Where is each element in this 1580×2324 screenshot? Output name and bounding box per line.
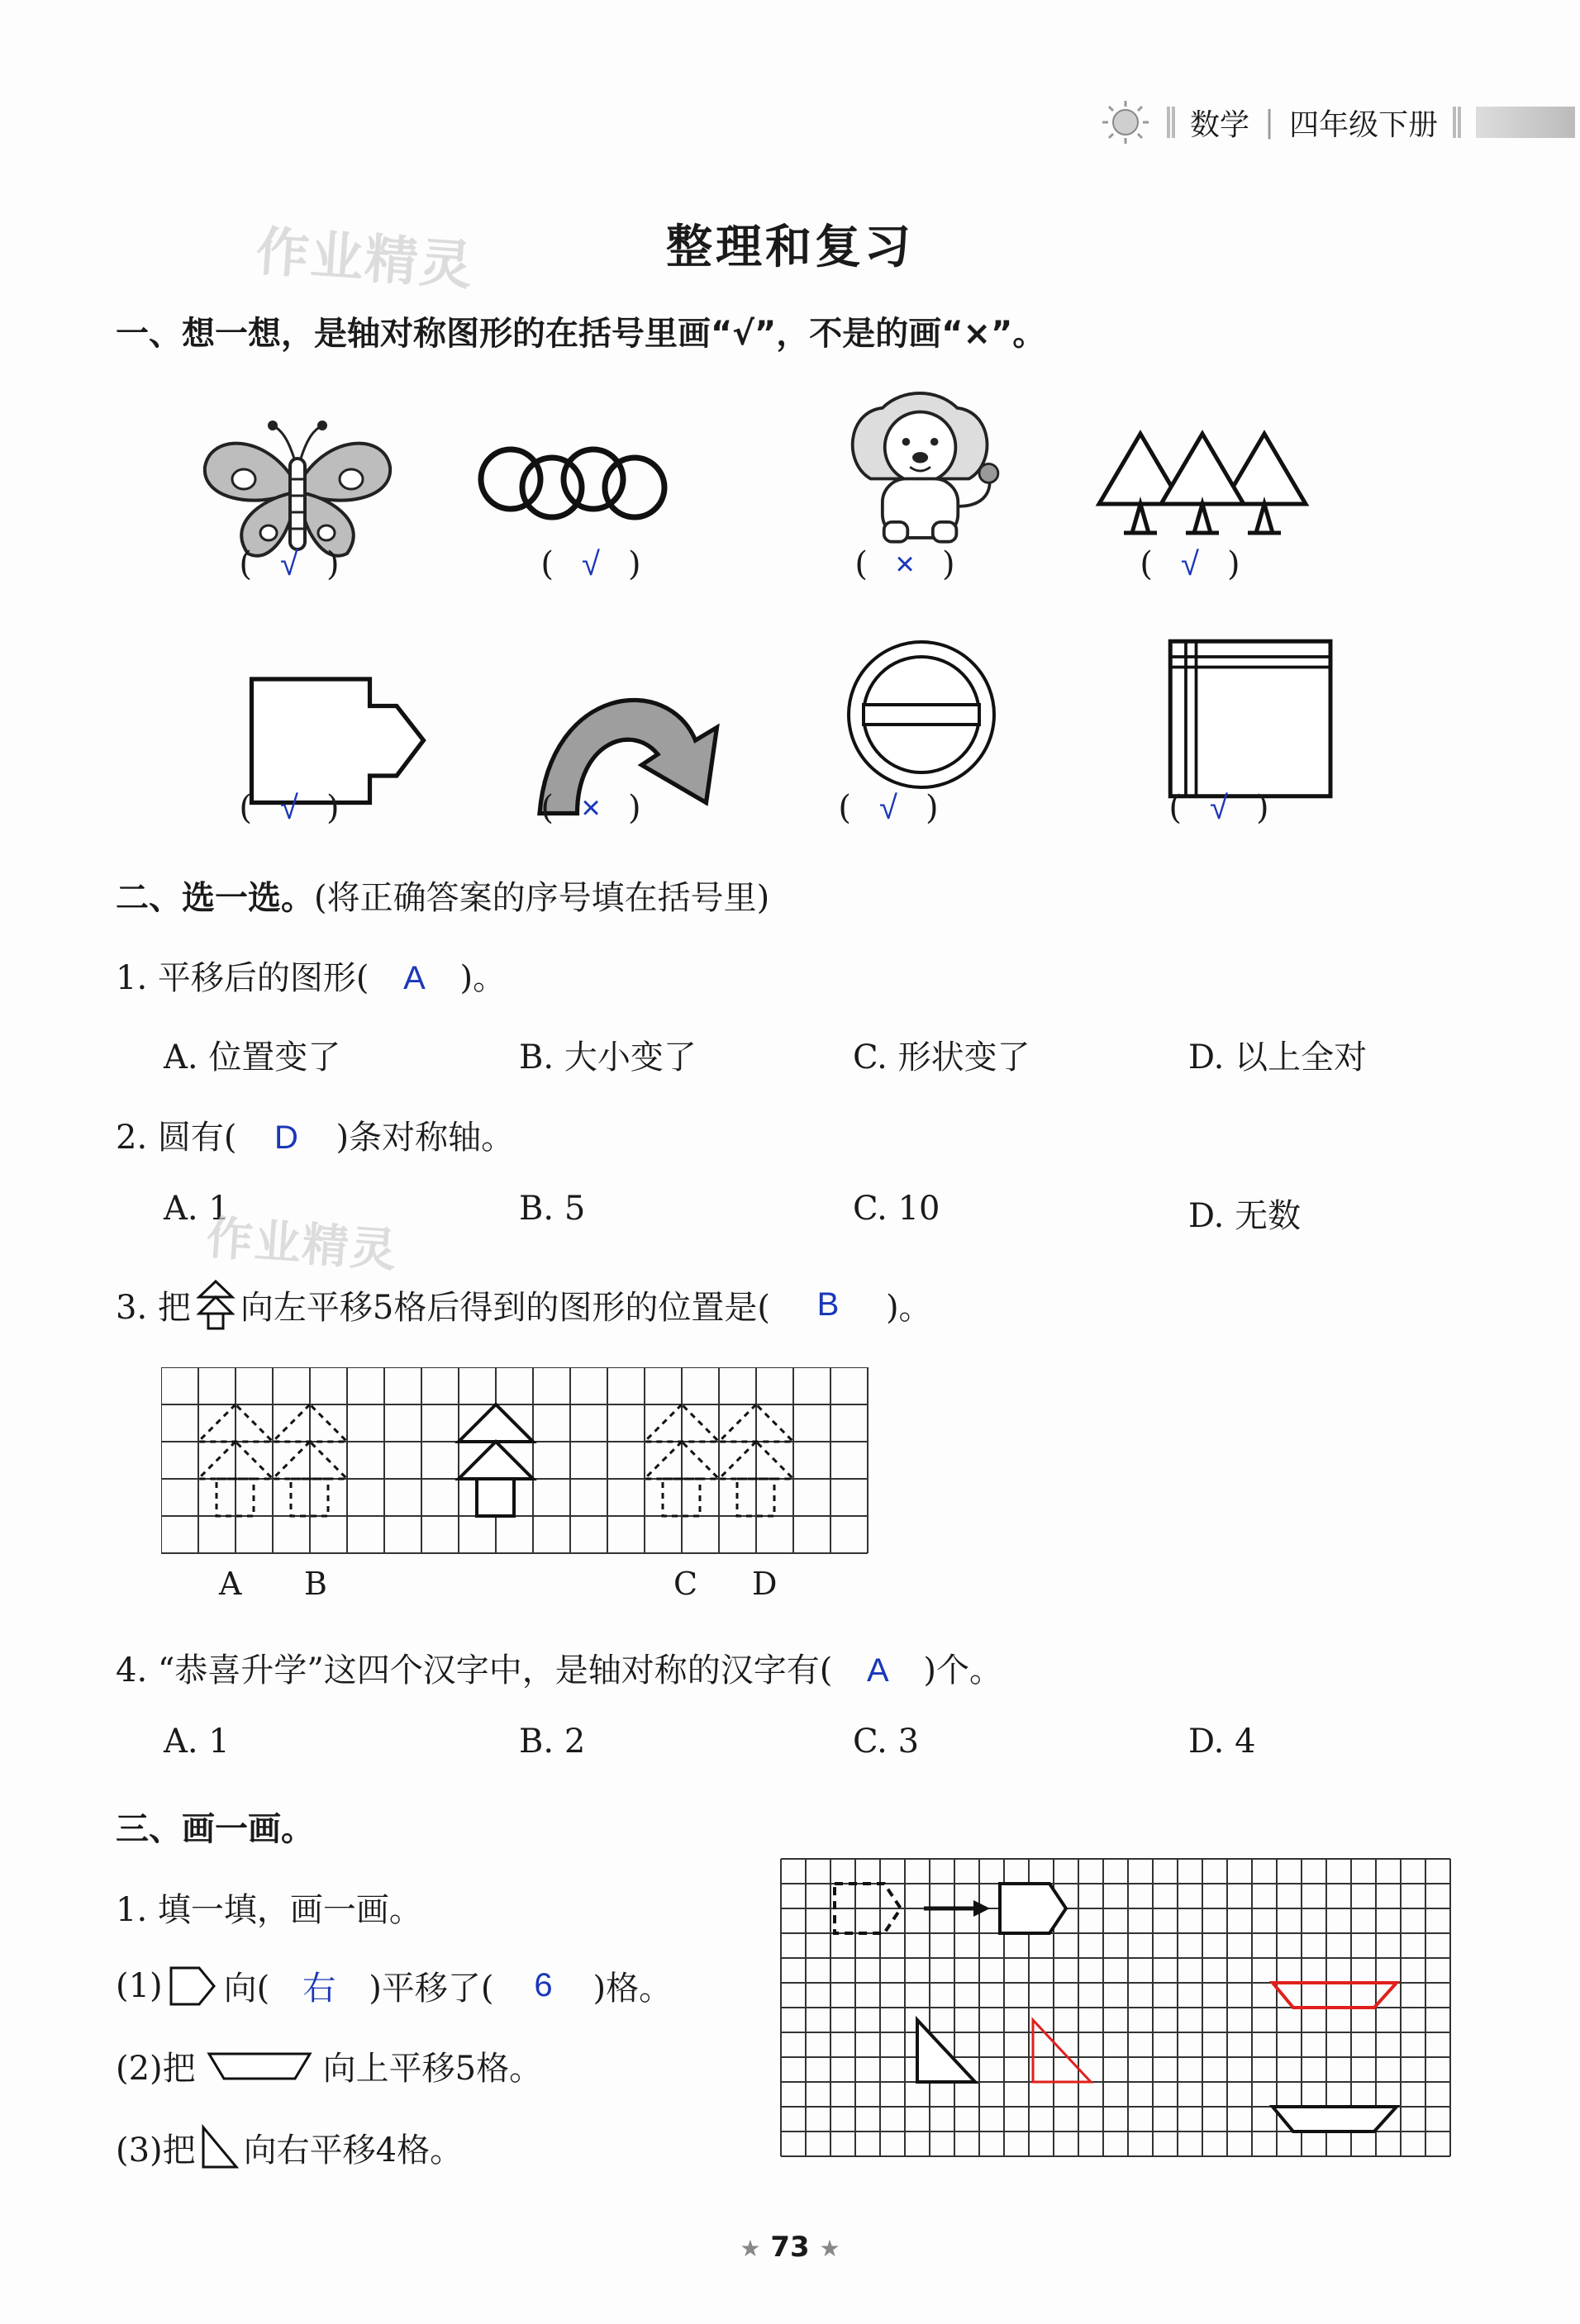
q1-option-d: D. 以上全对 — [1188, 1038, 1368, 1076]
header-divider — [1167, 107, 1175, 138]
star-icon: ★ — [740, 2235, 761, 2262]
p1-answer-steps: 6 — [534, 1967, 553, 2003]
answer-2-2: × — [581, 790, 601, 826]
answer-paren: ( √ ) — [239, 789, 340, 827]
section3-grid — [777, 1855, 1463, 2177]
header-divider-2 — [1453, 107, 1461, 138]
header-band — [1476, 107, 1575, 138]
q1-answer: A — [403, 960, 426, 996]
p1-text: 向( — [223, 1970, 270, 2008]
header-grade: 四年级下册 — [1289, 107, 1439, 142]
section2-heading-rest: (将正确答案的序号填在括号里) — [314, 879, 770, 917]
olympic-rings-icon — [471, 401, 686, 566]
grid-label-c: C — [673, 1566, 698, 1602]
q2-option-d: D. 无数 — [1188, 1197, 1302, 1235]
section2-heading — [116, 872, 769, 919]
triangle-trees-icon — [1095, 401, 1310, 566]
p1-label: (1) — [116, 1966, 163, 2005]
p3-text: 向右平移4格。 — [243, 2131, 464, 2170]
section3-item1: 1. 填一填，画一画。 — [116, 1891, 422, 1929]
answer-1-3: × — [895, 546, 915, 582]
q3-text-mid: 向左平移5格后得到的图形的位置是( — [240, 1288, 770, 1327]
lion-icon — [822, 388, 1037, 554]
q2-option-a: A. 1 — [164, 1190, 230, 1228]
answer-paren: ( × ) — [854, 545, 955, 583]
q2-option-c: C. 10 — [853, 1190, 940, 1228]
answer-paren: ( √ ) — [239, 545, 340, 583]
tree-shape-icon — [196, 1279, 236, 1330]
q3-text-end: )。 — [885, 1288, 932, 1327]
q4-text: 4. “恭喜升学”这四个汉字中，是轴对称的汉字有( — [116, 1652, 833, 1690]
p1-answer-direction: 右 — [302, 1970, 336, 2007]
q3-grid — [161, 1367, 877, 1557]
q1-text-end: )。 — [459, 959, 507, 997]
q4-option-b: B. 2 — [519, 1723, 586, 1761]
q4-option-d: D. 4 — [1188, 1723, 1256, 1761]
header-separator: | — [1264, 105, 1275, 140]
page-title: 整理和复习 — [666, 221, 914, 274]
page-number — [0, 2231, 1580, 2264]
question-4 — [116, 1644, 1002, 1691]
q2-option-b: B. 5 — [519, 1190, 586, 1228]
page-number-value: 73 — [770, 2231, 810, 2264]
question-2 — [116, 1111, 514, 1158]
watermark: 作业精灵 — [254, 221, 476, 298]
question-1 — [116, 952, 506, 999]
p3-label: (3)把 — [116, 2131, 196, 2170]
section1-heading: 一、想一想，是轴对称图形的在括号里画“√”，不是的画“×”。 — [116, 315, 1046, 353]
answer-paren: ( √ ) — [1140, 545, 1240, 583]
p1-text-end: )格。 — [592, 1970, 673, 2008]
q2-answer: D — [274, 1119, 298, 1156]
answer-1-1: √ — [280, 546, 298, 582]
q1-option-c: C. 形状变了 — [853, 1038, 1030, 1076]
answer-2-1: √ — [280, 790, 298, 826]
lined-square-icon — [1140, 636, 1355, 801]
right-triangle-icon — [199, 2123, 240, 2171]
q1-text: 1. 平移后的图形( — [116, 959, 369, 997]
answer-2-4: √ — [1210, 790, 1228, 826]
sun-icon — [1099, 99, 1152, 145]
answer-paren: ( × ) — [540, 789, 641, 827]
q4-text-end: )个。 — [923, 1652, 1002, 1690]
answer-1-4: √ — [1181, 546, 1199, 582]
q3-text: 3. 把 — [116, 1288, 191, 1327]
grid-label-b: B — [304, 1566, 327, 1602]
q4-option-a: A. 1 — [164, 1723, 230, 1761]
q1-option-a: A. 位置变了 — [164, 1038, 341, 1076]
page-header — [1099, 97, 1575, 147]
answer-1-2: √ — [582, 546, 600, 582]
q3-answer: B — [816, 1286, 840, 1323]
p2-text: 向上平移5格。 — [322, 2050, 543, 2088]
grid-label-a: A — [219, 1566, 242, 1602]
circle-bar-icon — [814, 632, 1029, 797]
section2-heading-main: 二、选一选。 — [116, 879, 314, 917]
p1-text-mid: )平移了( — [369, 1970, 494, 2008]
section3-part1 — [116, 1962, 672, 2009]
section3-part2 — [116, 2042, 542, 2089]
header-subject: 数学 — [1190, 107, 1250, 142]
section3-heading: 三、画一画。 — [116, 1810, 314, 1848]
question-3 — [116, 1279, 932, 1330]
grid-label-d: D — [752, 1566, 778, 1602]
q4-option-c: C. 3 — [853, 1723, 920, 1761]
star-icon: ★ — [819, 2235, 840, 2262]
original-tree — [459, 1404, 533, 1516]
q2-text-end: )条对称轴。 — [336, 1119, 515, 1157]
answer-paren: ( √ ) — [540, 545, 641, 583]
q2-text: 2. 圆有( — [116, 1119, 237, 1157]
trapezoid-icon — [206, 2047, 313, 2085]
answer-paren: ( √ ) — [838, 789, 939, 827]
pentagon-arrow-icon — [168, 1965, 219, 2008]
butterfly-icon — [190, 401, 405, 566]
watermark-2: 作业精灵 — [204, 1210, 400, 1279]
q4-answer: A — [867, 1652, 889, 1689]
p2-label: (2)把 — [116, 2050, 196, 2088]
section3-part3 — [116, 2123, 463, 2171]
answer-paren: ( √ ) — [1168, 789, 1269, 827]
answer-2-3: √ — [879, 790, 897, 826]
q1-option-b: B. 大小变了 — [519, 1038, 697, 1076]
